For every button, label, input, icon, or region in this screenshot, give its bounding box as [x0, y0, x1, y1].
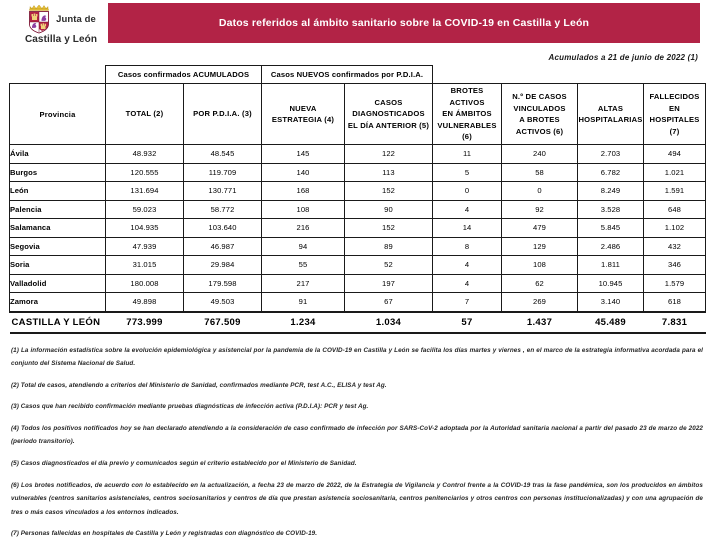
- table-row: [10, 219, 706, 238]
- cell-dia-anterior: 122: [345, 145, 433, 164]
- cell-vinculados: 479: [502, 219, 578, 238]
- cell-dia-anterior: 67: [345, 293, 433, 312]
- footnote-3: (3) Casos que han recibido confirmación mediante pruebas diagnósticas de infección activa (P.D.I.A): PCR y test Ag.: [11, 400, 703, 414]
- cell-provincia: Burgos: [10, 163, 106, 182]
- cell-pdia: 119.709: [184, 163, 262, 182]
- cell-fallecidos: 432: [644, 237, 706, 256]
- col-header-nueva-estrategia: NUEVA ESTRATEGIA (4): [262, 84, 345, 145]
- footnote-6: (6) Los brotes notificados, de acuerdo con lo establecido en la actualización, a fecha 23 de marzo de 2022, de la Estrategia de Vigilancia y Control frente a la COVID-19 tras la fase pandémica, son los producidos en ámbitos vulnerables (centros sanitarios asistenciales, centros sociosanitarios y centros de día que prestan asistencia sociosanitaria, centros penitenciarios y otros centros con personas institucionalizadas) y con una agrupación de tres o más casos vinculados a los entornos indicados.: [11, 479, 703, 520]
- cell-pdia: 130.771: [184, 182, 262, 201]
- group-header-spacer: [10, 66, 106, 84]
- cell-total: 48.932: [106, 145, 184, 164]
- junta-logo: [0, 0, 108, 46]
- col-header-casos-vinculados: N.º DE CASOS VINCULADOS A BROTES ACTIVOS (6): [502, 84, 578, 145]
- table-group-header-row: [10, 66, 706, 84]
- col-header-provincia: Provincia: [10, 84, 106, 145]
- table-row: [10, 145, 706, 164]
- cell-altas: 2.486: [578, 237, 644, 256]
- cell-altas: 8.249: [578, 182, 644, 201]
- cell-provincia: Salamanca: [10, 219, 106, 238]
- cell-nueva: 108: [262, 200, 345, 219]
- cell-brotes: 11: [433, 145, 502, 164]
- title-banner: [108, 3, 700, 43]
- accumulated-date-label: Acumulados a 21 de junio de 2022 (1): [0, 47, 714, 65]
- cell-brotes: 14: [433, 219, 502, 238]
- cell-nueva: 55: [262, 256, 345, 275]
- group-header-acumulados: Casos confirmados ACUMULADOS: [106, 66, 262, 84]
- footnote-2: (2) Total de casos, atendiendo a criterios del Ministerio de Sanidad, confirmados mediante PCR, test A.C., ELISA y test Ag.: [11, 379, 703, 393]
- cell-brotes: 7: [433, 293, 502, 312]
- cell-total: 180.008: [106, 274, 184, 293]
- cell-total: 131.694: [106, 182, 184, 201]
- cell-fallecidos: 1.102: [644, 219, 706, 238]
- page-header: [0, 0, 714, 47]
- cell-brotes: 4: [433, 200, 502, 219]
- cell-dia-anterior: 90: [345, 200, 433, 219]
- cell-brotes: 8: [433, 237, 502, 256]
- coat-of-arms-icon: [26, 4, 52, 34]
- cell-total-pdia: 767.509: [184, 312, 262, 333]
- cell-total-label: CASTILLA Y LEÓN: [10, 312, 106, 333]
- table-row: [10, 163, 706, 182]
- group-header-spacer-right: [433, 66, 706, 84]
- cell-pdia: 29.984: [184, 256, 262, 275]
- cell-provincia: Ávila: [10, 145, 106, 164]
- cell-vinculados: 269: [502, 293, 578, 312]
- col-header-por-pdia: POR P.D.I.A. (3): [184, 84, 262, 145]
- cell-pdia: 179.598: [184, 274, 262, 293]
- cell-altas: 1.811: [578, 256, 644, 275]
- footnote-5: (5) Casos diagnosticados el día previo y comunicados según el criterio establecido por el Ministerio de Sanidad.: [11, 457, 703, 471]
- logo-crest-row: [26, 4, 96, 34]
- cell-pdia: 49.503: [184, 293, 262, 312]
- cell-nueva: 145: [262, 145, 345, 164]
- cell-fallecidos: 1.021: [644, 163, 706, 182]
- cell-vinculados: 129: [502, 237, 578, 256]
- cell-vinculados: 62: [502, 274, 578, 293]
- cell-altas: 10.945: [578, 274, 644, 293]
- cell-vinculados: 58: [502, 163, 578, 182]
- page-title: Datos referidos al ámbito sanitario sobre la COVID-19 en Castilla y León: [219, 17, 589, 29]
- cell-nueva: 94: [262, 237, 345, 256]
- table-row: [10, 293, 706, 312]
- cell-fallecidos: 618: [644, 293, 706, 312]
- cell-altas: 3.140: [578, 293, 644, 312]
- cell-total-nueva: 1.234: [262, 312, 345, 333]
- cell-total: 31.015: [106, 256, 184, 275]
- cell-dia-anterior: 152: [345, 182, 433, 201]
- cell-provincia: Palencia: [10, 200, 106, 219]
- cell-brotes: 0: [433, 182, 502, 201]
- cell-provincia: Segovia: [10, 237, 106, 256]
- table-column-header-row: [10, 84, 706, 145]
- covid-data-table: [9, 65, 706, 334]
- cell-provincia: Zamora: [10, 293, 106, 312]
- cell-pdia: 103.640: [184, 219, 262, 238]
- cell-total-brotes: 57: [433, 312, 502, 333]
- logo-line-1: Junta de: [56, 14, 96, 25]
- cell-dia-anterior: 113: [345, 163, 433, 182]
- cell-brotes: 5: [433, 163, 502, 182]
- table-row: [10, 256, 706, 275]
- logo-line-2: Castilla y León: [25, 34, 97, 46]
- cell-provincia: Soria: [10, 256, 106, 275]
- cell-total: 120.555: [106, 163, 184, 182]
- cell-fallecidos: 1.579: [644, 274, 706, 293]
- cell-altas: 2.703: [578, 145, 644, 164]
- cell-nueva: 216: [262, 219, 345, 238]
- table-row: [10, 182, 706, 201]
- cell-nueva: 168: [262, 182, 345, 201]
- col-header-total: TOTAL (2): [106, 84, 184, 145]
- cell-nueva: 140: [262, 163, 345, 182]
- footnote-4: (4) Todos los positivos notificados hoy se han declarado atendiendo a la consideración de caso confirmado de infección por SARS-CoV-2 adoptada por la Autoridad sanitaria nacional a partir del pasado 23 de marzo de 2022 (periodo transitorio).: [11, 422, 703, 449]
- table-total-row: [10, 312, 706, 333]
- footnote-7: (7) Personas fallecidas en hospitales de Castilla y León y registradas con diagnóstico de COVID-19.: [11, 527, 703, 541]
- cell-pdia: 48.545: [184, 145, 262, 164]
- cell-nueva: 217: [262, 274, 345, 293]
- cell-dia-anterior: 52: [345, 256, 433, 275]
- cell-total: 59.023: [106, 200, 184, 219]
- cell-dia-anterior: 197: [345, 274, 433, 293]
- cell-vinculados: 92: [502, 200, 578, 219]
- cell-brotes: 4: [433, 256, 502, 275]
- cell-nueva: 91: [262, 293, 345, 312]
- footnotes: [0, 334, 714, 541]
- cell-provincia: Valladolid: [10, 274, 106, 293]
- cell-total: 49.898: [106, 293, 184, 312]
- footnote-1: (1) La información estadística sobre la evolución epidemiológica y asistencial por la pandemia de la COVID-19 en Castilla y León se facilita los días martes y viernes , en el marco de la estrategia informativa acordada para el conjunto del Sistema Nacional de Salud.: [11, 344, 703, 371]
- cell-total-altas: 45.489: [578, 312, 644, 333]
- cell-total-dia-anterior: 1.034: [345, 312, 433, 333]
- cell-total: 104.935: [106, 219, 184, 238]
- cell-fallecidos: 494: [644, 145, 706, 164]
- col-header-brotes-activos: BROTES ACTIVOS EN ÁMBITOS VULNERABLES (6): [433, 84, 502, 145]
- cell-brotes: 4: [433, 274, 502, 293]
- cell-dia-anterior: 89: [345, 237, 433, 256]
- cell-total-total: 773.999: [106, 312, 184, 333]
- cell-fallecidos: 1.591: [644, 182, 706, 201]
- group-header-nuevos: Casos NUEVOS confirmados por P.D.I.A.: [262, 66, 433, 84]
- cell-fallecidos: 346: [644, 256, 706, 275]
- data-table-container: [0, 65, 714, 334]
- cell-total-vinculados: 1.437: [502, 312, 578, 333]
- cell-fallecidos: 648: [644, 200, 706, 219]
- cell-pdia: 46.987: [184, 237, 262, 256]
- table-row: [10, 200, 706, 219]
- cell-altas: 5.845: [578, 219, 644, 238]
- cell-altas: 6.782: [578, 163, 644, 182]
- cell-total: 47.939: [106, 237, 184, 256]
- cell-vinculados: 240: [502, 145, 578, 164]
- cell-pdia: 58.772: [184, 200, 262, 219]
- cell-vinculados: 0: [502, 182, 578, 201]
- cell-total-fallecidos: 7.831: [644, 312, 706, 333]
- cell-vinculados: 108: [502, 256, 578, 275]
- cell-dia-anterior: 152: [345, 219, 433, 238]
- table-body: [10, 145, 706, 333]
- table-row: [10, 237, 706, 256]
- col-header-altas-hospitalarias: ALTAS HOSPITALARIAS: [578, 84, 644, 145]
- cell-provincia: León: [10, 182, 106, 201]
- col-header-fallecidos: FALLECIDOS EN HOSPITALES (7): [644, 84, 706, 145]
- table-row: [10, 274, 706, 293]
- cell-altas: 3.528: [578, 200, 644, 219]
- col-header-casos-dia-anterior: CASOS DIAGNOSTICADOS EL DÍA ANTERIOR (5): [345, 84, 433, 145]
